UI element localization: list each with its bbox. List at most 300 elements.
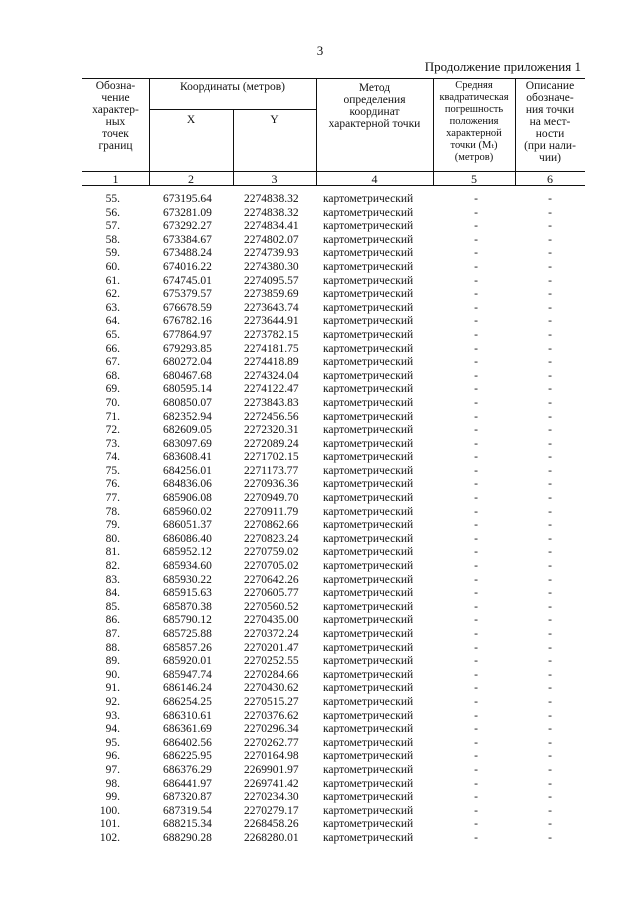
coord-y: 2273782.15 [244, 328, 299, 341]
method-cell: картометрический [323, 193, 414, 205]
header-line: точек [102, 128, 129, 140]
coord-x: 680595.14 [163, 383, 212, 396]
table-row [0, 234, 640, 248]
description-cell: - [548, 247, 552, 260]
rms-cell: - [474, 356, 478, 369]
point-id: 72. [105, 424, 120, 437]
description-cell: - [548, 315, 552, 328]
coord-y: 2274181.75 [244, 342, 299, 355]
rms-cell: - [474, 193, 478, 205]
method-cell: картометрический [323, 763, 414, 776]
method-cell: картометрический [323, 560, 414, 573]
method-cell: картометрический [323, 260, 414, 273]
coord-x: 674016.22 [163, 260, 212, 273]
rms-cell: - [474, 464, 478, 477]
rms-cell: - [474, 750, 478, 763]
rms-cell: - [474, 600, 478, 613]
method-cell: картометрический [323, 451, 414, 464]
table-row [0, 601, 640, 615]
coord-x: 687319.54 [163, 804, 212, 817]
point-id: 95. [105, 736, 120, 749]
table-header [82, 78, 585, 186]
coord-y: 2270252.55 [244, 655, 299, 668]
table-row [0, 818, 640, 832]
point-id: 87. [105, 628, 120, 640]
column-number-4: 4 [371, 172, 378, 186]
table-row [0, 642, 640, 656]
header-point-designation [82, 80, 149, 152]
coord-x: 686146.24 [163, 682, 212, 695]
coord-x: 673281.09 [163, 206, 212, 219]
description-cell: - [548, 641, 552, 654]
point-id: 90. [105, 668, 120, 681]
coord-y: 2270430.62 [244, 682, 299, 695]
point-id: 101. [99, 818, 120, 831]
point-id: 84. [105, 587, 120, 600]
table-row [0, 383, 640, 397]
table-row [0, 533, 640, 547]
method-cell: картометрический [323, 247, 414, 260]
method-cell: картометрический [323, 437, 414, 450]
table-row [0, 614, 640, 628]
header-line: Обозна- [95, 80, 136, 92]
rms-cell: - [474, 437, 478, 450]
coord-x: 682609.05 [163, 424, 212, 437]
description-cell: - [548, 804, 552, 817]
coord-y: 2270435.00 [244, 614, 299, 627]
description-cell: - [548, 410, 552, 423]
method-cell: картометрический [323, 695, 414, 708]
coord-x: 680850.07 [163, 396, 212, 409]
coord-y: 2274380.30 [244, 260, 299, 273]
rms-cell: - [474, 818, 478, 831]
coord-y: 2270759.02 [244, 546, 299, 559]
method-cell: картометрический [323, 315, 414, 328]
coord-y: 2270936.36 [244, 478, 299, 491]
rms-cell: - [474, 641, 478, 654]
rms-cell: - [474, 424, 478, 437]
coord-y: 2274324.04 [244, 369, 299, 382]
rms-cell: - [474, 492, 478, 505]
table-row [0, 343, 640, 357]
description-cell: - [548, 668, 552, 681]
description-cell: - [548, 600, 552, 613]
table-row [0, 411, 640, 425]
rms-cell: - [474, 410, 478, 423]
table-row [0, 519, 640, 533]
rms-cell: - [474, 220, 478, 233]
rms-cell: - [474, 315, 478, 328]
coord-x: 685870.38 [163, 600, 212, 613]
description-cell: - [548, 614, 552, 627]
description-cell: - [548, 342, 552, 355]
table-row [0, 546, 640, 560]
header-coordinates: Координаты (метров) [180, 81, 285, 93]
description-cell: - [548, 587, 552, 600]
header-line: координат [349, 106, 400, 118]
table-row [0, 791, 640, 805]
rms-cell: - [474, 301, 478, 314]
rms-cell: - [474, 328, 478, 341]
coord-y: 2270911.79 [244, 505, 299, 518]
header-line: характер- [92, 104, 139, 116]
table-row [0, 261, 640, 275]
coord-y: 2272320.31 [244, 424, 299, 437]
rms-cell: - [474, 247, 478, 260]
description-cell: - [548, 464, 552, 477]
coord-x: 685930.22 [163, 573, 212, 586]
point-id: 76. [105, 478, 120, 491]
rms-cell: - [474, 274, 478, 287]
table-row [0, 492, 640, 506]
rms-cell: - [474, 383, 478, 396]
method-cell: картометрический [323, 668, 414, 681]
table-row [0, 669, 640, 683]
coord-x: 686254.25 [163, 695, 212, 708]
header-line: положения [449, 116, 499, 127]
method-cell: картометрический [323, 464, 414, 477]
coord-x: 687320.87 [163, 791, 212, 804]
coord-y: 2269901.97 [244, 763, 299, 776]
coord-x: 686361.69 [163, 723, 212, 736]
description-cell: - [548, 763, 552, 776]
point-id: 99. [105, 791, 120, 804]
table-row [0, 696, 640, 710]
method-cell: картометрический [323, 709, 414, 722]
header-rms-error [431, 80, 517, 164]
description-cell: - [548, 505, 552, 518]
point-id: 56. [105, 206, 120, 219]
table-row [0, 247, 640, 261]
method-cell: картометрический [323, 274, 414, 287]
point-id: 91. [105, 682, 120, 695]
coord-y: 2270279.17 [244, 804, 299, 817]
coord-x: 685934.60 [163, 560, 212, 573]
coord-y: 2274838.32 [244, 193, 299, 205]
coord-y: 2270164.98 [244, 750, 299, 763]
method-cell: картометрический [323, 288, 414, 301]
method-cell: картометрический [323, 356, 414, 369]
coord-y: 2270823.24 [244, 532, 299, 545]
coord-y: 2273859.69 [244, 288, 299, 301]
table-row [0, 220, 640, 234]
coord-x: 686441.97 [163, 777, 212, 790]
rms-cell: - [474, 396, 478, 409]
point-id: 63. [105, 301, 120, 314]
point-id: 60. [105, 260, 120, 273]
coord-y: 2274838.32 [244, 206, 299, 219]
method-cell: картометрический [323, 532, 414, 545]
point-id: 89. [105, 655, 120, 668]
column-number-6: 6 [547, 172, 553, 186]
coord-y: 2270642.26 [244, 573, 299, 586]
coord-x: 685915.63 [163, 587, 212, 600]
rms-cell: - [474, 451, 478, 464]
coord-y: 2270949.70 [244, 492, 299, 505]
point-id: 94. [105, 723, 120, 736]
coord-x: 674745.01 [163, 274, 212, 287]
table-row [0, 329, 640, 343]
description-cell: - [548, 628, 552, 640]
description-cell: - [548, 546, 552, 559]
description-cell: - [548, 451, 552, 464]
method-cell: картометрический [323, 573, 414, 586]
table-row [0, 438, 640, 452]
rms-cell: - [474, 519, 478, 532]
table-row [0, 288, 640, 302]
description-cell: - [548, 682, 552, 695]
table-row [0, 655, 640, 669]
coord-x: 685947.74 [163, 668, 212, 681]
rms-cell: - [474, 804, 478, 817]
method-cell: картометрический [323, 410, 414, 423]
rms-cell: - [474, 206, 478, 219]
coord-y: 2270376.62 [244, 709, 299, 722]
rms-cell: - [474, 478, 478, 491]
rms-cell: - [474, 736, 478, 749]
point-id: 102. [99, 831, 120, 844]
header-line: Описание [525, 80, 575, 92]
coord-x: 676782.16 [163, 315, 212, 328]
table-row [0, 587, 640, 601]
header-line: на мест- [529, 116, 571, 128]
description-cell: - [548, 193, 552, 205]
rms-cell: - [474, 831, 478, 844]
description-cell: - [548, 791, 552, 804]
header-line: ности [535, 128, 565, 140]
description-cell: - [548, 288, 552, 301]
point-id: 70. [105, 396, 120, 409]
coord-x: 673195.64 [163, 193, 212, 205]
continuation-title: Продолжение приложения 1 [424, 59, 581, 74]
coord-y: 2270862.66 [244, 519, 299, 532]
table-row [0, 710, 640, 724]
method-cell: картометрический [323, 220, 414, 233]
table-row [0, 723, 640, 737]
header-line: погрешность [444, 104, 504, 115]
rms-cell: - [474, 587, 478, 600]
coord-x: 683608.41 [163, 451, 212, 464]
header-line: (при нали- [524, 140, 576, 152]
header-line: чии) [539, 152, 561, 164]
table-row [0, 574, 640, 588]
description-cell: - [548, 750, 552, 763]
method-cell: картометрический [323, 831, 414, 844]
coord-x: 673488.24 [163, 247, 212, 260]
table-row [0, 764, 640, 778]
column-number-1: 1 [112, 172, 119, 186]
coord-y: 2269741.42 [244, 777, 299, 790]
description-cell: - [548, 301, 552, 314]
coord-x: 675379.57 [163, 288, 212, 301]
method-cell: картометрический [323, 723, 414, 736]
table-row [0, 737, 640, 751]
description-cell: - [548, 396, 552, 409]
header-line: характерной точки [328, 118, 421, 130]
point-id: 68. [105, 369, 120, 382]
table-row [0, 628, 640, 642]
point-id: 86. [105, 614, 120, 627]
table-row [0, 560, 640, 574]
coord-y: 2271173.77 [244, 464, 299, 477]
coord-y: 2268280.01 [244, 831, 299, 844]
method-cell: картометрический [323, 369, 414, 382]
table-row [0, 356, 640, 370]
column-number-2: 2 [188, 172, 194, 186]
header-y: Y [270, 114, 279, 126]
point-id: 77. [105, 492, 120, 505]
method-cell: картометрический [323, 750, 414, 763]
coord-x: 676678.59 [163, 301, 212, 314]
method-cell: картометрический [323, 301, 414, 314]
point-id: 79. [105, 519, 120, 532]
point-id: 75. [105, 464, 120, 477]
description-cell: - [548, 695, 552, 708]
point-id: 73. [105, 437, 120, 450]
description-cell: - [548, 831, 552, 844]
table-row [0, 424, 640, 438]
point-id: 67. [105, 356, 120, 369]
coord-y: 2270605.77 [244, 587, 299, 600]
method-cell: картометрический [323, 628, 414, 640]
table-row [0, 302, 640, 316]
rms-cell: - [474, 233, 478, 246]
method-cell: картометрический [323, 492, 414, 505]
coord-y: 2274802.07 [244, 233, 299, 246]
point-id: 65. [105, 328, 120, 341]
description-cell: - [548, 220, 552, 233]
coord-x: 679293.85 [163, 342, 212, 355]
coord-x: 673292.27 [163, 220, 212, 233]
coord-x: 686051.37 [163, 519, 212, 532]
rms-cell: - [474, 288, 478, 301]
coord-x: 683097.69 [163, 437, 212, 450]
coord-x: 685725.88 [163, 628, 212, 640]
description-cell: - [548, 478, 552, 491]
method-cell: картометрический [323, 614, 414, 627]
description-cell: - [548, 274, 552, 287]
table-row [0, 451, 640, 465]
description-cell: - [548, 723, 552, 736]
description-cell: - [548, 560, 552, 573]
header-line: Средняя [455, 80, 493, 91]
method-cell: картометрический [323, 505, 414, 518]
rms-cell: - [474, 682, 478, 695]
rms-cell: - [474, 546, 478, 559]
coord-y: 2270560.52 [244, 600, 299, 613]
rms-cell: - [474, 777, 478, 790]
description-cell: - [548, 532, 552, 545]
method-cell: картометрический [323, 736, 414, 749]
method-cell: картометрический [323, 655, 414, 668]
coord-y: 2270234.30 [244, 791, 299, 804]
point-id: 74. [105, 451, 120, 464]
description-cell: - [548, 519, 552, 532]
point-id: 69. [105, 383, 120, 396]
description-cell: - [548, 492, 552, 505]
table-body [0, 193, 640, 846]
coord-x: 685790.12 [163, 614, 212, 627]
coord-y: 2270296.34 [244, 723, 299, 736]
point-id: 97. [105, 763, 120, 776]
coord-x: 685906.08 [163, 492, 212, 505]
coord-x: 686225.95 [163, 750, 212, 763]
point-id: 66. [105, 342, 120, 355]
description-cell: - [548, 356, 552, 369]
description-cell: - [548, 437, 552, 450]
description-cell: - [548, 709, 552, 722]
description-cell: - [548, 736, 552, 749]
table-row [0, 478, 640, 492]
coord-x: 685857.26 [163, 641, 212, 654]
method-cell: картометрический [323, 546, 414, 559]
coord-y: 2272456.56 [244, 410, 299, 423]
table-row [0, 805, 640, 819]
method-cell: картометрический [323, 791, 414, 804]
header-line: границ [98, 140, 133, 152]
point-id: 80. [105, 532, 120, 545]
header-line: ния точки [525, 104, 575, 116]
coord-x: 684256.01 [163, 464, 212, 477]
point-id: 92. [105, 695, 120, 708]
point-id: 71. [105, 410, 120, 423]
coord-x: 685960.02 [163, 505, 212, 518]
coord-x: 680272.04 [163, 356, 212, 369]
table-row [0, 778, 640, 792]
point-id: 55. [105, 193, 120, 205]
description-cell: - [548, 369, 552, 382]
method-cell: картометрический [323, 682, 414, 695]
coord-y: 2270262.77 [244, 736, 299, 749]
description-cell: - [548, 655, 552, 668]
table-row [0, 506, 640, 520]
rms-cell: - [474, 505, 478, 518]
rms-cell: - [474, 342, 478, 355]
header-line: обозначе- [526, 92, 574, 104]
table-row [0, 193, 640, 207]
point-id: 81. [105, 546, 120, 559]
rms-cell: - [474, 709, 478, 722]
table-row [0, 370, 640, 384]
description-cell: - [548, 777, 552, 790]
rms-cell: - [474, 668, 478, 681]
coord-y: 2270284.66 [244, 668, 299, 681]
coord-x: 688215.34 [163, 818, 212, 831]
coord-y: 2273643.74 [244, 301, 299, 314]
header-line: определения [343, 94, 406, 106]
method-cell: картометрический [323, 424, 414, 437]
point-id: 88. [105, 641, 120, 654]
header-line: квадратическая [439, 92, 509, 103]
coord-x: 685920.01 [163, 655, 212, 668]
method-cell: картометрический [323, 206, 414, 219]
header-line: (метров) [454, 152, 494, 163]
coord-x: 686402.56 [163, 736, 212, 749]
table-row [0, 682, 640, 696]
point-id: 59. [105, 247, 120, 260]
coord-x: 686086.40 [163, 532, 212, 545]
rms-cell: - [474, 573, 478, 586]
point-id: 62. [105, 288, 120, 301]
point-id: 85. [105, 600, 120, 613]
coord-x: 686376.29 [163, 763, 212, 776]
coord-y: 2270201.47 [244, 641, 299, 654]
method-cell: картометрический [323, 342, 414, 355]
header-line: чение [101, 92, 130, 104]
rms-cell: - [474, 260, 478, 273]
page-number: 3 [316, 43, 324, 58]
rms-cell: - [474, 723, 478, 736]
